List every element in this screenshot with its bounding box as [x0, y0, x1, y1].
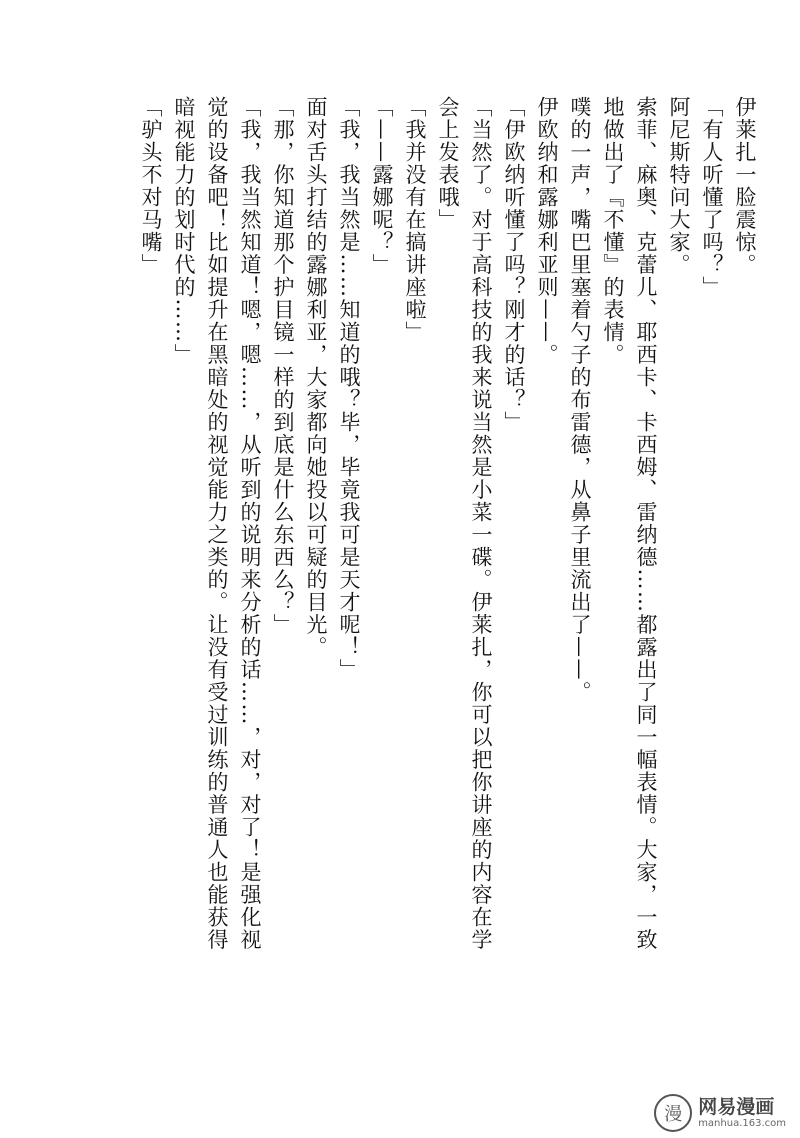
text-column-14: 面对舌头打结的露娜利亚，大家都向她投以可疑的目光。 [304, 96, 328, 659]
text-column-13: 「我，我当然是……知道的哦？毕，毕竟我可是天才呢！」 [337, 96, 361, 681]
watermark-name: 网易漫画 [698, 1095, 775, 1118]
text-column-6: 噗的一声，嘴巴里塞着勺子的布雷德，从鼻子里流出了——。 [568, 96, 592, 704]
text-column-9: 「当然了。对于高科技的我来说当然是小菜一碟。伊莱扎，你可以把你讲座的内容在学 [469, 96, 493, 951]
text-column-7: 伊欧纳和露娜利亚则——。 [535, 96, 559, 366]
text-column-17: 觉的设备吧！比如提升在黑暗处的视觉能力之类的。让没有受过训练的普通人也能获得 [205, 96, 229, 951]
text-column-15: 「那，你知道那个护目镜一样的到底是什么东西么？」 [271, 96, 295, 636]
text-column-8: 「伊欧纳听懂了吗？刚才的话？」 [502, 96, 526, 434]
text-column-18: 暗视能力的划时代的……」 [172, 96, 196, 366]
text-column-11: 「我并没有在搞讲座啦」 [403, 96, 427, 344]
watermark-url: manhua.163.com [698, 1117, 786, 1129]
text-column-3: 阿尼斯特问大家。 [667, 96, 691, 276]
text-column-1: 伊莱扎一脸震惊。 [733, 96, 757, 276]
text-column-10: 会上发表哦」 [436, 96, 460, 231]
text-column-4: 索菲、麻奥、克蕾儿、耶西卡、卡西姆、雷纳德……都露出了同一幅表情。大家，一致 [634, 96, 658, 951]
watermark-seal-icon: 漫 [654, 1094, 692, 1132]
text-column-16: 「我，我当然知道！嗯，嗯……，从听到的说明来分析的话……，对，对了！是强化视 [238, 96, 262, 951]
watermark [654, 1094, 786, 1132]
text-column-5: 地做出了『不懂』的表情。 [601, 96, 625, 366]
text-column-2: 「有人听懂了吗？」 [700, 96, 724, 299]
text-column-12: 「——露娜呢？」 [370, 96, 394, 276]
text-column-19: 「驴头不对马嘴」 [139, 96, 163, 276]
